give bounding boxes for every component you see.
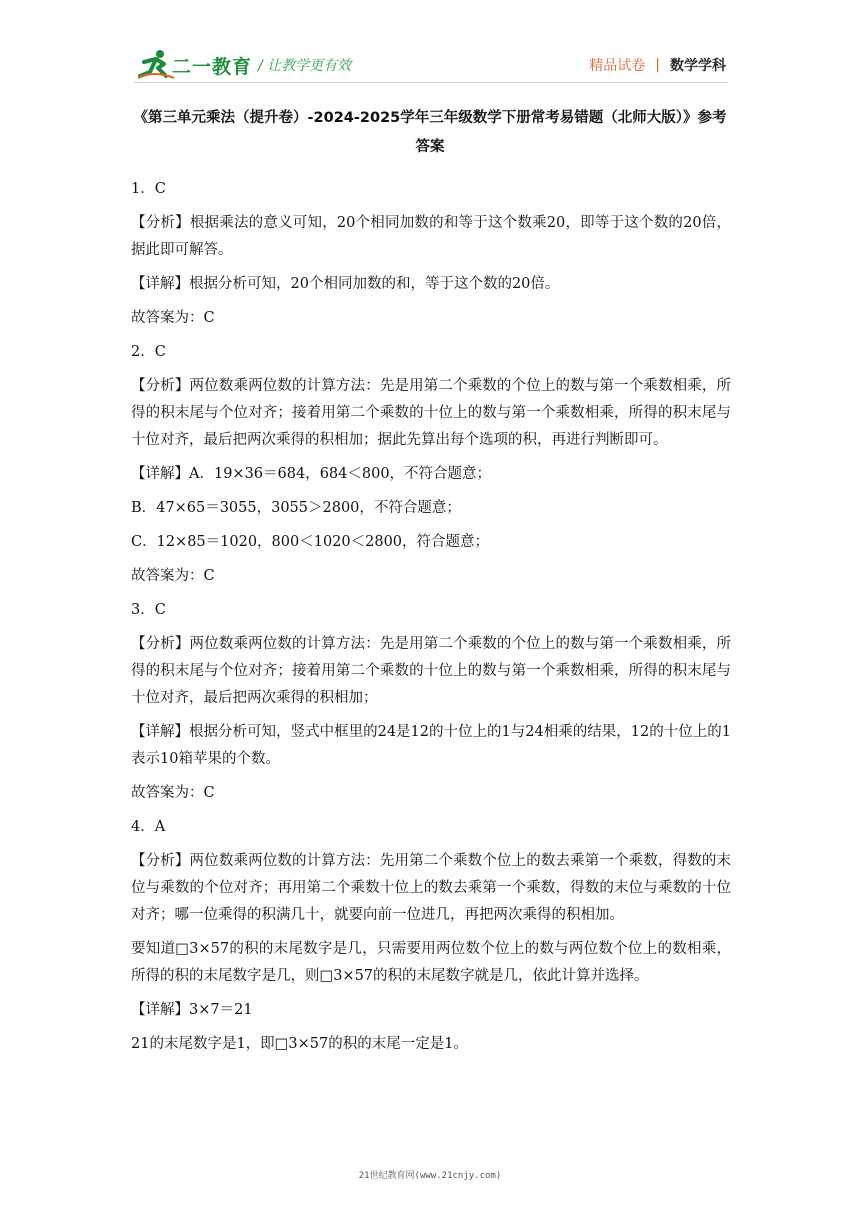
runner-logo-icon: [136, 48, 176, 82]
answer-line: 【详解】根据分析可知，20个相同加数的和，等于这个数的20倍。: [131, 276, 560, 292]
header-divider: [134, 82, 728, 83]
answer-line: 4．A: [131, 819, 166, 835]
tag-separator: |: [655, 57, 660, 73]
header-tags: [589, 55, 726, 75]
subject-tag: 数学学科: [670, 58, 726, 74]
answer-line: 故答案为：C: [131, 785, 215, 801]
answer-line: 3．C: [131, 602, 166, 618]
answer-line: 【分析】两位数乘两位数的计算方法：先是用第二个乘数的个位上的数与第一个乘数相乘，所得的积末尾与个位对齐；接着用第二个乘数的十位上的数与第一个乘数相乘，所得的积末尾与十位对齐，最后把两次乘得的积相加；据此先算出每个选项的积，再进行判断即可。: [131, 378, 731, 448]
quality-tag: 精品试卷: [589, 58, 646, 74]
answer-line: B．47×65＝3055，3055＞2800，不符合题意；: [131, 500, 461, 516]
page-header: [0, 0, 860, 92]
answer-line: 【分析】两位数乘两位数的计算方法：先用第二个乘数个位上的数去乘第一个乘数，得数的末位与乘数的个位对齐；再用第二个乘数十位上的数去乘第一个乘数，得数的末位与乘数的十位对齐；哪一位乘得的积满几十，就要向前一位进几，再把两次乘得的积相加。: [131, 853, 731, 923]
answer-line: 故答案为：C: [131, 568, 215, 584]
answer-line: 【分析】两位数乘两位数的计算方法：先是用第二个乘数的个位上的数与第一个乘数相乘，所得的积末尾与个位对齐；接着用第二个乘数的十位上的数与第一个乘数相乘，所得的积末尾与十位对齐，最后把两次乘得的积相加；: [131, 636, 731, 706]
document-title: 《第三单元乘法（提升卷）-2024-2025学年三年级数学下册常考易错题（北师大版）》参考答案: [133, 110, 727, 155]
answer-line: 【详解】根据分析可知，竖式中框里的24是12的十位上的1与24相乘的结果，12的十位上的1表示10箱苹果的个数。: [131, 724, 731, 767]
answer-line: 故答案为：C: [131, 310, 215, 326]
answer-content: [131, 176, 731, 1065]
slogan: / 让教学更有效: [258, 58, 352, 74]
answer-line: 2．C: [131, 344, 166, 360]
answer-line: 【分析】根据乘法的意义可知，20个相同加数的和等于这个数乘20，即等于这个数的20倍，据此即可解答。: [131, 215, 731, 258]
answer-line: 【详解】A．19×36＝684，684＜800，不符合题意；: [131, 466, 492, 482]
answer-line: 1．C: [131, 181, 166, 197]
answer-line: C．12×85＝1020，800＜1020＜2800，符合题意；: [131, 534, 490, 550]
answer-line: 21的末尾数字是1，即□3×57的积的末尾一定是1。: [131, 1036, 468, 1052]
page-footer: 21世纪教育网(www.21cnjy.com): [358, 1171, 502, 1181]
answer-line: 【详解】3×7＝21: [131, 1002, 253, 1018]
logo-text: 二一教育: [172, 56, 253, 78]
answer-line: 要知道□3×57的积的末尾数字是几，只需要用两位数个位上的数与两位数个位上的数相乘，所得的积的末尾数字是几，则□3×57的积的末尾数字就是几，依此计算并选择。: [131, 941, 731, 984]
